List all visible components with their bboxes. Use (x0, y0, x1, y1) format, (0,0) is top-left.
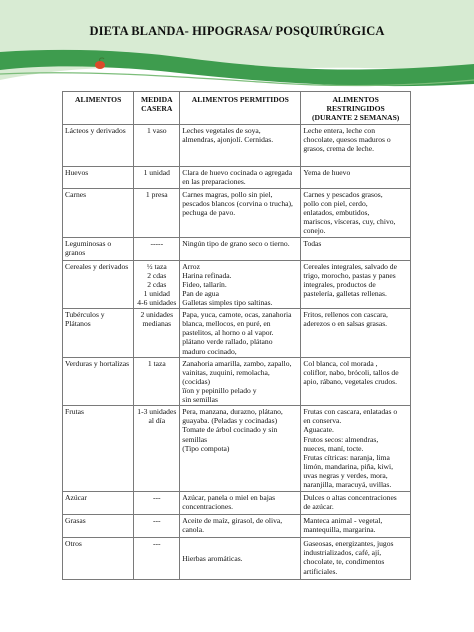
food-cell: Azúcar (63, 492, 134, 515)
header-alimentos: ALIMENTOS (63, 92, 134, 125)
measure-cell: --- (134, 515, 180, 538)
header-medida-casera: MEDIDA CASERA (134, 92, 180, 125)
restricted-cell: Gaseosas, energizantes, jugos industrializados, café, ají, chocolate, te, condimentos artificiales. (301, 538, 411, 580)
table-row (63, 309, 411, 358)
measure-cell: --- (134, 492, 180, 515)
page-title: DIETA BLANDA- HIPOGRASA/ POSQUIRÚRGICA (89, 24, 385, 38)
restricted-cell: Yema de huevo (301, 167, 411, 189)
restricted-cell: Leche entera, leche con chocolate, quesos maduros o grasos, crema de leche. (301, 125, 411, 167)
allowed-cell: Clara de huevo cocinada o agregada en las preparaciones. (180, 167, 301, 189)
allowed-cell: Hierbas aromáticas. (180, 538, 301, 580)
diet-table (62, 91, 411, 580)
food-cell: Huevos (63, 167, 134, 189)
food-cell: Tubérculos y Plátanos (63, 309, 134, 358)
food-cell: Lácteos y derivados (63, 125, 134, 167)
restricted-cell: Dulces o altas concentraciones de azúcar. (301, 492, 411, 515)
measure-cell: 1 vaso (134, 125, 180, 167)
measure-cell: 1 taza (134, 357, 180, 406)
restricted-cell: Fritos, rellenos con cascara, aderezos o en salsas grasas. (301, 309, 411, 358)
food-cell: Grasas (63, 515, 134, 538)
food-cell: Verduras y hortalizas (63, 357, 134, 406)
table-row (63, 167, 411, 189)
table-row (63, 189, 411, 238)
allowed-cell: Carnes magras, pollo sin piel, pescados blancos (corvina o trucha), pechuga de pavo. (180, 189, 301, 238)
food-cell: Otros (63, 538, 134, 580)
measure-cell: ----- (134, 237, 180, 260)
allowed-cell: Aceite de maíz, girasol, de oliva, canola. (180, 515, 301, 538)
table-row (63, 125, 411, 167)
measure-cell: 1 presa (134, 189, 180, 238)
restricted-cell: Col blanca, col morada , coliflor, nabo, brócoli, tallos de apio, rábano, vegetales crudos. (301, 357, 411, 406)
table-row (63, 237, 411, 260)
restricted-cell: Manteca animal - vegetal, mantequilla, margarina. (301, 515, 411, 538)
measure-cell: ½ taza 2 cdas 2 cdas 1 unidad 4-6 unidades (134, 260, 180, 309)
table-row (63, 538, 411, 580)
table-row (63, 260, 411, 309)
allowed-cell: Zanahoria amarilla, zambo, zapallo, vainitas, zuquini, remolacha, (cocidas) ïïon y pepinillo pelado y sin semillas (180, 357, 301, 406)
restricted-cell: Cereales integrales, salvado de trigo, morocho, pastas y panes integrales, productos de pastelería, galletas rellenas. (301, 260, 411, 309)
header-alimentos-restringidos: ALIMENTOS RESTRINGIDOS (DURANTE 2 SEMANAS) (301, 92, 411, 125)
allowed-cell: Leches vegetales de soya, almendras, ajonjolí. Cernidas. (180, 125, 301, 167)
food-cell: Cereales y derivados (63, 260, 134, 309)
measure-cell: 2 unidades medianas (134, 309, 180, 358)
restricted-cell: Carnes y pescados grasos, pollo con piel, cerdo, enlatados, embutidos, mariscos, vísceras, cuy, chivo, conejo. (301, 189, 411, 238)
measure-cell: 1 unidad (134, 167, 180, 189)
food-cell: Carnes (63, 189, 134, 238)
restricted-cell: Todas (301, 237, 411, 260)
allowed-cell: Pera, manzana, durazno, plátano, guayaba. (Peladas y cocinadas) Tomate de árbol cocinado y sin semillas (Tipo compota) (180, 406, 301, 492)
allowed-cell: Arroz Harina refinada. Fideo, tallarín. Pan de agua Galletas simples tipo saltinas. (180, 260, 301, 309)
header-alimentos-permitidos: ALIMENTOS PERMITIDOS (180, 92, 301, 125)
food-cell: Leguminosas o granos (63, 237, 134, 260)
measure-cell: --- (134, 538, 180, 580)
header-banner (0, 0, 474, 95)
table-row (63, 406, 411, 492)
food-cell: Frutas (63, 406, 134, 492)
table-row (63, 492, 411, 515)
table-row (63, 357, 411, 406)
table-header-row (63, 92, 411, 125)
allowed-cell: Azúcar, panela o miel en bajas concentraciones. (180, 492, 301, 515)
allowed-cell: Ningún tipo de grano seco o tierno. (180, 237, 301, 260)
restricted-cell: Frutas con cascara, enlatadas o en conserva. Aguacate. Frutos secos: almendras, nueces, maní, tocte. Frutas cítricas: naranja, lima limón, mandarina, piña, kiwi, uvas negras y verdes, mora, naranjilla, maracuyá, uvillas. (301, 406, 411, 492)
measure-cell: 1-3 unidades al día (134, 406, 180, 492)
allowed-cell: Papa, yuca, camote, ocas, zanahoria blanca, mellocos, en puré, en pastelitos, al horno o al vapor. plátano verde rallado, plátano maduro cocinado, (180, 309, 301, 358)
table-row (63, 515, 411, 538)
